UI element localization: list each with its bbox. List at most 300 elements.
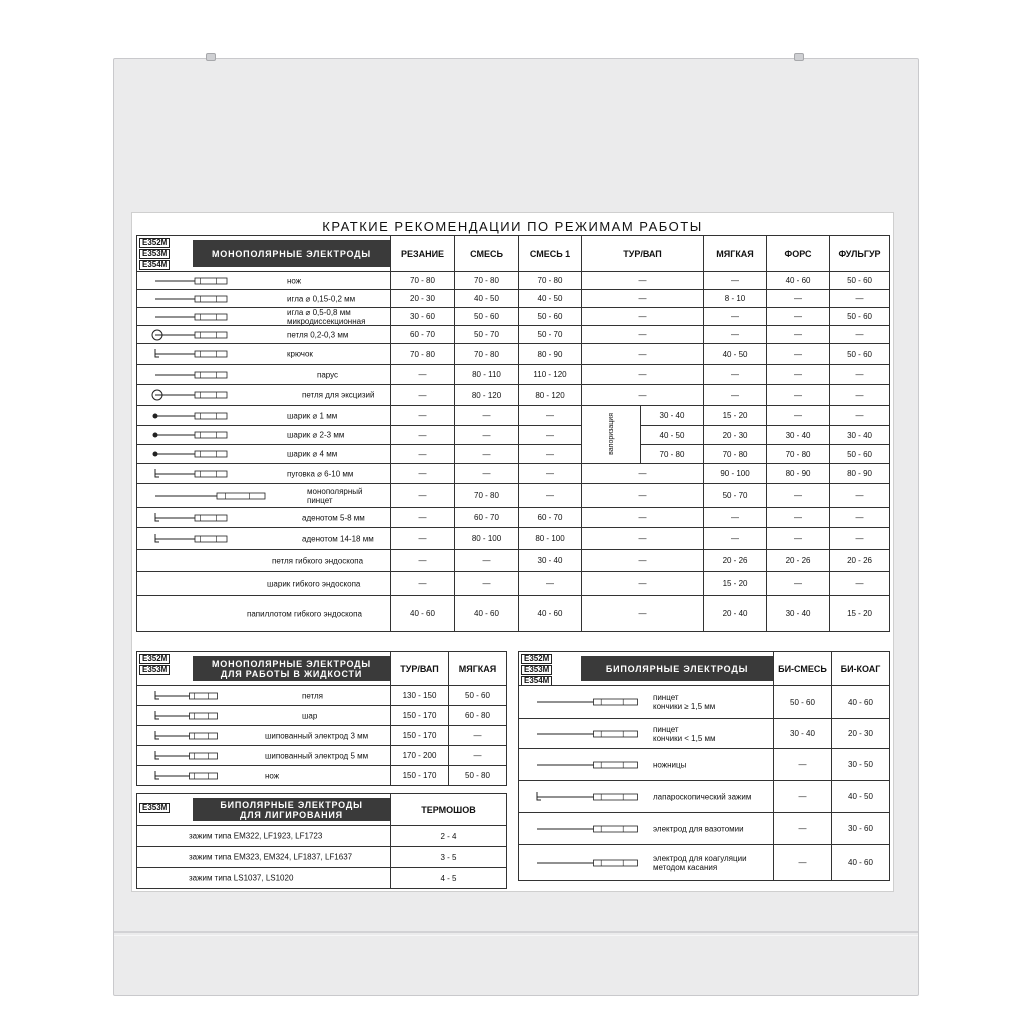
setting-value: —	[830, 528, 890, 550]
table-row	[137, 706, 507, 726]
setting-value: 150 - 170	[391, 706, 449, 726]
table-row	[137, 272, 890, 290]
electrode-name-line: шарик гибкого эндоскопа	[267, 579, 361, 588]
setting-value: 30 - 60	[832, 813, 890, 845]
table-row	[137, 484, 890, 508]
setting-value: —	[519, 445, 582, 464]
setting-value: —	[767, 572, 830, 596]
table-row	[519, 719, 890, 749]
hook-electrode-icon	[151, 467, 231, 481]
table-row	[137, 290, 890, 308]
setting-value: —	[582, 528, 704, 550]
electrode-name	[653, 760, 686, 769]
electrode-name-cell	[519, 813, 774, 845]
setting-value: —	[391, 508, 455, 528]
setting-value: 50 - 60	[830, 445, 890, 464]
table-row	[137, 686, 507, 706]
setting-value: —	[704, 308, 767, 326]
setting-value: 70 - 80	[641, 445, 704, 464]
col-header: ТУР/ВАП	[582, 236, 704, 272]
setting-value: 70 - 80	[455, 344, 519, 365]
setting-value: 80 - 100	[519, 528, 582, 550]
electrode-name-line: монополярный	[307, 486, 363, 496]
panel-seam-highlight	[114, 935, 918, 936]
model-badge: E354M	[521, 676, 552, 686]
setting-value: 40 - 50	[832, 781, 890, 813]
table-row	[519, 813, 890, 845]
setting-value: —	[704, 385, 767, 406]
setting-value: 80 - 90	[767, 464, 830, 484]
electrode-name	[653, 693, 715, 711]
electrode-name-cell	[137, 464, 391, 484]
table-row	[137, 445, 890, 464]
electrode-name-line: микродиссекционная	[287, 316, 366, 326]
setting-value: —	[455, 406, 519, 426]
setting-value: 30 - 40	[767, 426, 830, 445]
setting-value: 50 - 60	[774, 686, 832, 719]
setting-value: —	[582, 272, 704, 290]
electrode-name	[287, 469, 353, 478]
electrode-name	[287, 294, 355, 303]
blade-electrode-icon	[533, 856, 643, 870]
setting-value: 80 - 120	[519, 385, 582, 406]
blade-electrode-icon	[533, 822, 643, 836]
electrode-name	[302, 513, 365, 522]
setting-value: —	[767, 326, 830, 344]
col-header: СМЕСЬ	[455, 236, 519, 272]
setting-value: —	[767, 484, 830, 508]
setting-value: —	[582, 344, 704, 365]
electrode-name-cell	[137, 766, 391, 786]
loop-electrode-icon	[151, 388, 231, 402]
electrode-name-line: пинцет	[653, 693, 679, 702]
setting-value: 80 - 100	[455, 528, 519, 550]
model-badges	[521, 654, 552, 686]
electrode-name-cell	[519, 845, 774, 881]
col-header: БИ-КОАГ	[832, 652, 890, 686]
model-badge: E353M	[139, 249, 170, 259]
setting-value: 15 - 20	[704, 406, 767, 426]
setting-value: 40 - 60	[832, 686, 890, 719]
electrode-name-line: крючок	[287, 349, 313, 359]
electrode-name-line: зажим типа LS1037, LS1020	[189, 873, 294, 883]
setting-value: 60 - 80	[449, 706, 507, 726]
setting-value: 30 - 60	[391, 308, 455, 326]
setting-value: —	[774, 813, 832, 845]
setting-value: 150 - 170	[391, 766, 449, 786]
recommendations-label	[131, 212, 894, 892]
electrode-name-line: петля 0,2-0,3 мм	[287, 330, 349, 339]
electrode-name-line: ножницы	[653, 760, 687, 769]
needle-electrode-icon	[151, 292, 231, 306]
setting-value: 130 - 150	[391, 686, 449, 706]
electrode-name-cell	[137, 726, 391, 746]
ball-electrode-icon	[151, 409, 231, 423]
setting-value: 15 - 20	[830, 596, 890, 632]
screw-icon	[794, 53, 804, 61]
bipolar-heading: БИПОЛЯРНЫЕ ЭЛЕКТРОДЫ	[581, 656, 773, 681]
monopolar-heading: МОНОПОЛЯРНЫЕ ЭЛЕКТРОДЫ	[193, 240, 390, 267]
setting-value: —	[582, 484, 704, 508]
ligation-header	[137, 794, 391, 826]
electrode-name	[189, 853, 352, 862]
electrode-name-line: кончики < 1,5 мм	[653, 733, 716, 743]
vaporization-label: вапоризация	[607, 412, 615, 455]
electrode-name	[287, 450, 337, 459]
electrode-name-line: папиллотом гибкого эндоскопа	[247, 609, 362, 618]
setting-value: —	[455, 426, 519, 445]
table-row	[137, 344, 890, 365]
setting-value: —	[391, 445, 455, 464]
fluid-heading	[193, 656, 390, 681]
setting-value: —	[774, 749, 832, 781]
setting-value: —	[582, 308, 704, 326]
table-row	[137, 726, 507, 746]
electrode-name	[653, 792, 751, 801]
setting-value: 2 - 4	[391, 826, 507, 847]
setting-value: —	[830, 365, 890, 385]
setting-value: 40 - 50	[641, 426, 704, 445]
setting-value: 80 - 120	[455, 385, 519, 406]
table-row	[137, 406, 890, 426]
setting-value: 40 - 60	[832, 845, 890, 881]
blade-electrode-icon	[533, 758, 643, 772]
setting-value: —	[767, 308, 830, 326]
setting-value: 20 - 26	[767, 550, 830, 572]
col-header: МЯГКАЯ	[449, 652, 507, 686]
fluid-heading-line2: ДЛЯ РАБОТЫ В ЖИДКОСТИ	[220, 668, 363, 679]
hook-electrode-icon	[151, 749, 221, 763]
screw-icon	[206, 53, 216, 61]
electrode-name-cell	[137, 868, 391, 889]
setting-value: 40 - 60	[767, 272, 830, 290]
setting-value: 8 - 10	[704, 290, 767, 308]
model-badge: E352M	[521, 654, 552, 664]
col-header: ТЕРМОШОВ	[391, 794, 507, 826]
electrode-name	[307, 487, 363, 505]
setting-value: 30 - 40	[830, 426, 890, 445]
ligation-table	[136, 793, 507, 889]
electrode-name-line: зажим типа EM323, EM324, LF1837, LF1637	[189, 852, 353, 862]
setting-value: 20 - 26	[830, 550, 890, 572]
electrode-name	[287, 411, 337, 420]
setting-value: —	[704, 272, 767, 290]
setting-value: —	[455, 572, 519, 596]
setting-value: 110 - 120	[519, 365, 582, 385]
hook-electrode-icon	[151, 709, 221, 723]
setting-value: —	[391, 426, 455, 445]
setting-value: 70 - 80	[391, 344, 455, 365]
setting-value: —	[449, 726, 507, 746]
setting-value: —	[582, 464, 704, 484]
setting-value: 70 - 80	[767, 445, 830, 464]
setting-value: —	[391, 550, 455, 572]
ligation-heading-line2: ДЛЯ ЛИГИРОВАНИЯ	[240, 809, 343, 820]
fluid-table	[136, 651, 507, 786]
fluid-heading-line1: МОНОПОЛЯРНЫЕ ЭЛЕКТРОДЫ	[211, 658, 372, 669]
electrode-name-cell	[137, 290, 391, 308]
table-row	[137, 826, 507, 847]
setting-value: 80 - 90	[519, 344, 582, 365]
setting-value: —	[519, 572, 582, 596]
setting-value: 30 - 40	[767, 596, 830, 632]
setting-value: —	[767, 290, 830, 308]
setting-value: —	[767, 528, 830, 550]
model-badge: E353M	[521, 665, 552, 675]
electrode-name-line: шарик ⌀ 4 мм	[287, 449, 338, 459]
model-badges	[139, 238, 170, 270]
blade-electrode-icon	[533, 695, 643, 709]
setting-value: —	[767, 344, 830, 365]
monopolar-header	[137, 236, 391, 272]
electrode-name-cell	[137, 550, 391, 572]
electrode-name-cell	[137, 484, 391, 508]
ligation-heading	[193, 798, 390, 821]
col-header: ФУЛЬГУР	[830, 236, 890, 272]
table-row	[137, 365, 890, 385]
main-title: КРАТКИЕ РЕКОМЕНДАЦИИ ПО РЕЖИМАМ РАБОТЫ	[322, 219, 703, 234]
setting-value: —	[830, 508, 890, 528]
setting-value: —	[519, 426, 582, 445]
setting-value: 170 - 200	[391, 746, 449, 766]
setting-value: 40 - 50	[519, 290, 582, 308]
electrode-name-line: аденотом 5-8 мм	[302, 513, 365, 522]
electrode-name-line: шар	[302, 711, 318, 720]
setting-value: —	[704, 508, 767, 528]
model-badge: E354M	[139, 260, 170, 270]
table-row	[137, 550, 890, 572]
model-badge: E352M	[139, 238, 170, 248]
setting-value: —	[582, 550, 704, 572]
setting-value: 80 - 110	[455, 365, 519, 385]
model-badge: E353M	[139, 665, 170, 675]
setting-value: 20 - 40	[704, 596, 767, 632]
electrode-name	[267, 579, 360, 588]
table-row	[137, 385, 890, 406]
electrode-name	[302, 711, 317, 720]
electrode-name-line: петля для эксцизий	[302, 390, 375, 400]
electrode-name-cell	[519, 719, 774, 749]
setting-value: 30 - 50	[832, 749, 890, 781]
setting-value: 4 - 5	[391, 868, 507, 889]
table-row	[519, 749, 890, 781]
electrode-name-line: электрод для коагуляции	[653, 853, 747, 863]
setting-value: —	[391, 528, 455, 550]
hook-electrode-icon	[151, 511, 231, 525]
ball-electrode-icon	[151, 428, 231, 442]
electrode-name-cell	[137, 508, 391, 528]
electrode-name-cell	[137, 826, 391, 847]
setting-value: —	[519, 484, 582, 508]
setting-value: 50 - 60	[455, 308, 519, 326]
setting-value: —	[830, 572, 890, 596]
setting-value: —	[830, 406, 890, 426]
electrode-name-line: методом касания	[653, 862, 718, 872]
electrode-name	[287, 276, 301, 285]
electrode-name	[265, 731, 368, 740]
hook-electrode-icon	[151, 729, 221, 743]
setting-value: —	[704, 365, 767, 385]
electrode-name-line: нож	[287, 276, 302, 285]
setting-value: —	[391, 365, 455, 385]
table-row	[519, 686, 890, 719]
electrode-name-cell	[137, 272, 391, 290]
table-row	[519, 845, 890, 881]
electrode-name-line: аденотом 14-18 мм	[302, 534, 374, 543]
electrode-name-line: парус	[317, 370, 339, 379]
setting-value: —	[519, 406, 582, 426]
blade-electrode-icon	[151, 368, 231, 382]
setting-value: 50 - 60	[519, 308, 582, 326]
setting-value: —	[830, 290, 890, 308]
setting-value: 70 - 80	[455, 484, 519, 508]
table-row	[137, 572, 890, 596]
electrode-name-cell	[137, 365, 391, 385]
table-row	[137, 464, 890, 484]
electrode-name-cell	[519, 781, 774, 813]
electrode-name	[302, 391, 374, 400]
setting-value: —	[774, 781, 832, 813]
setting-value: —	[391, 484, 455, 508]
model-badge: E352M	[139, 654, 170, 664]
setting-value: —	[519, 464, 582, 484]
setting-value: 60 - 70	[519, 508, 582, 528]
hook-electrode-icon	[151, 769, 221, 783]
setting-value: —	[582, 596, 704, 632]
col-header: ФОРС	[767, 236, 830, 272]
electrode-name-cell	[137, 596, 391, 632]
electrode-name-cell	[137, 445, 391, 464]
setting-value: 60 - 70	[455, 508, 519, 528]
setting-value: 50 - 60	[830, 272, 890, 290]
electrode-name	[287, 330, 348, 339]
table-row	[137, 746, 507, 766]
electrode-name-cell	[137, 572, 391, 596]
setting-value: —	[767, 385, 830, 406]
electrode-name	[265, 771, 279, 780]
electrode-name	[302, 534, 374, 543]
electrode-name-cell	[137, 406, 391, 426]
setting-value: —	[455, 464, 519, 484]
setting-value: 70 - 80	[391, 272, 455, 290]
col-header: РЕЗАНИЕ	[391, 236, 455, 272]
setting-value: 15 - 20	[704, 572, 767, 596]
electrode-name-line: пинцет	[653, 724, 679, 734]
setting-value: —	[449, 746, 507, 766]
setting-value: 40 - 50	[704, 344, 767, 365]
electrode-name-line: игла ⌀ 0,5-0,8 мм	[287, 307, 351, 317]
setting-value: 70 - 80	[455, 272, 519, 290]
setting-value: 3 - 5	[391, 847, 507, 868]
electrode-name-cell	[137, 344, 391, 365]
table-row	[137, 766, 507, 786]
setting-value: 20 - 30	[391, 290, 455, 308]
model-badges	[139, 654, 170, 675]
electrode-name-cell	[137, 326, 391, 344]
setting-value: 90 - 100	[704, 464, 767, 484]
table-row	[519, 781, 890, 813]
electrode-name-cell	[137, 528, 391, 550]
fluid-header	[137, 652, 391, 686]
electrode-name-cell	[137, 847, 391, 868]
setting-value: 40 - 60	[455, 596, 519, 632]
electrode-name-line: нож	[265, 771, 280, 780]
setting-value: 50 - 70	[519, 326, 582, 344]
table-row	[137, 508, 890, 528]
setting-value: —	[582, 365, 704, 385]
electrode-name	[272, 556, 363, 565]
needle-electrode-icon	[151, 310, 231, 324]
table-row	[137, 847, 507, 868]
setting-value: 50 - 80	[449, 766, 507, 786]
blade-electrode-icon	[533, 727, 643, 741]
bipolar-header	[519, 652, 774, 686]
setting-value: —	[830, 385, 890, 406]
setting-value: 50 - 70	[704, 484, 767, 508]
table-row	[137, 308, 890, 326]
electrode-name-line: шарик ⌀ 2-3 мм	[287, 430, 345, 440]
electrode-name-cell	[519, 686, 774, 719]
setting-value: 40 - 50	[455, 290, 519, 308]
hook-electrode-icon	[151, 689, 221, 703]
model-badge: E353M	[139, 803, 170, 813]
setting-value: 50 - 60	[830, 308, 890, 326]
panel-seam	[114, 931, 918, 933]
setting-value: 50 - 60	[449, 686, 507, 706]
electrode-name-cell	[137, 426, 391, 445]
electrode-name-line: игла ⌀ 0,15-0,2 мм	[287, 294, 356, 303]
setting-value: 70 - 80	[704, 445, 767, 464]
electrode-name	[287, 350, 313, 359]
setting-value: 60 - 70	[391, 326, 455, 344]
setting-value: 30 - 40	[519, 550, 582, 572]
electrode-name	[247, 609, 362, 618]
model-badges	[139, 803, 170, 813]
table-row	[137, 528, 890, 550]
electrode-name-line: пинцет	[307, 495, 333, 505]
electrode-name-line: шарик ⌀ 1 мм	[287, 411, 338, 420]
setting-value: —	[391, 406, 455, 426]
electrode-name	[265, 751, 368, 760]
electrode-name	[189, 874, 293, 883]
hook-electrode-icon	[151, 532, 231, 546]
electrode-name	[302, 691, 323, 700]
electrode-name-cell	[519, 749, 774, 781]
setting-value: —	[582, 508, 704, 528]
bipolar-table	[518, 651, 890, 881]
setting-value: —	[455, 445, 519, 464]
table-row	[137, 426, 890, 445]
setting-value: 40 - 60	[519, 596, 582, 632]
hook-electrode-icon	[533, 790, 643, 804]
setting-value: —	[830, 484, 890, 508]
electrode-name-line: зажим типа EM322, LF1923, LF1723	[189, 831, 323, 841]
electrode-name-line: электрод для вазотомии	[653, 824, 744, 833]
setting-value: —	[767, 365, 830, 385]
setting-value: 40 - 60	[391, 596, 455, 632]
monopolar-table	[136, 235, 890, 632]
vaporization-cell	[582, 406, 641, 464]
col-header: ТУР/ВАП	[391, 652, 449, 686]
table-row	[137, 596, 890, 632]
setting-value: —	[767, 406, 830, 426]
electrode-name-line: кончики ≥ 1,5 мм	[653, 702, 716, 711]
col-header: МЯГКАЯ	[704, 236, 767, 272]
electrode-name-line: петля гибкого эндоскопа	[272, 556, 364, 565]
col-header: БИ-СМЕСЬ	[774, 652, 832, 686]
electrode-name-cell	[137, 746, 391, 766]
setting-value: —	[582, 385, 704, 406]
